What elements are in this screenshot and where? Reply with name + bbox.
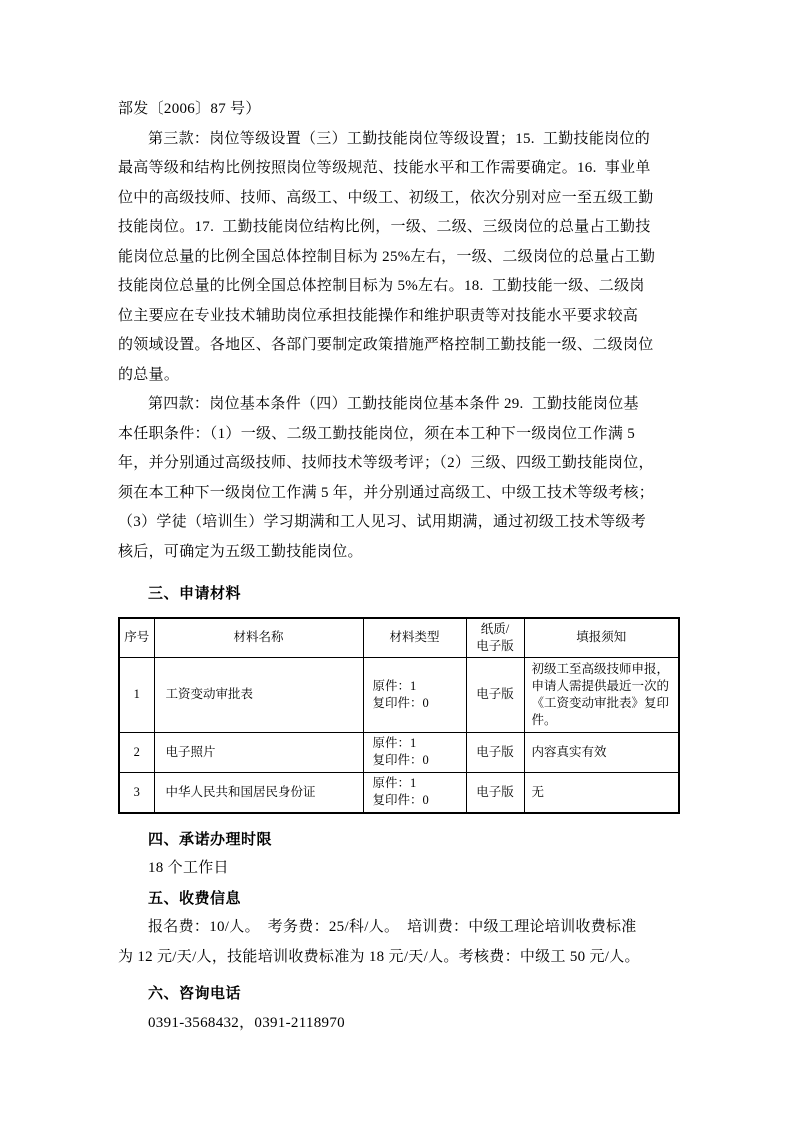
fees-paragraph: 报名费：10/人。 考务费：25/科/人。 培训费：中级工理论培训收费标准 为 12 元/天/人，技能培训收费标准为 18 元/天/人。考核费：中级工 50 元/人。 [118, 919, 640, 965]
header-name: 材料名称 [154, 618, 363, 658]
table-row [119, 732, 679, 772]
cell-no: 2 [119, 732, 154, 772]
section-heading-phone: 六、咨询电话 [148, 985, 242, 1002]
cell-format: 电子版 [466, 772, 524, 813]
cell-format: 电子版 [466, 657, 524, 732]
phone-numbers: 0391-3568432，0391-2118970 [148, 1014, 345, 1031]
paragraph-clause-three: 第三款：岗位等级设置（三）工勤技能岗位等级设置；15. 工勤技能岗位的 最高等级和结构比例按照岗位等级规范、技能水平和工作需要确定。16. 事业单 位中的高级技师、技师、高级工、中级工、初级工，依次分别对应一至五级工勤 技能岗位。17. 工勤技能岗位结构比例，一级、二级、三级岗位的总量占工勤技 能岗位总量的比例全国总体控制目标为 25%左右，一级、二级岗位的总量占工勤 技能岗位总量的比例全国总体控制目标为 5%左右。18. 工勤技能一级、二级岗 位主要应在专业技术辅助岗位承担技能操作和维护职责等对技能水平要求较高 的领域设置。各地区、各部门要制定政策措施严格控制工勤技能一级、二级岗位 的总量。 [118, 130, 656, 383]
cell-type [363, 732, 466, 772]
materials-table [118, 617, 680, 814]
time-limit-text: 18 个工作日 [148, 860, 229, 876]
section-heading-fees: 五、收费信息 [148, 889, 242, 907]
section-heading-materials: 三、申请材料 [148, 585, 242, 602]
cell-type-copy: 复印件：0 [372, 753, 429, 767]
cell-no: 3 [119, 772, 154, 813]
header-format [466, 618, 524, 658]
cell-note: 内容真实有效 [524, 732, 679, 772]
cell-note: 初级工至高级技师申报，申请人需提供最近一次的《工资变动审批表》复印件。 [524, 657, 679, 732]
cell-type-original: 原件：1 [372, 678, 417, 693]
cell-type-original: 原件：1 [372, 776, 417, 790]
cell-type-original: 原件：1 [372, 736, 417, 750]
cell-type [363, 772, 466, 813]
materials-table-body [119, 657, 679, 813]
opening-line: 部发〔2006〕87 号） [118, 101, 261, 117]
header-format-line1: 纸质/ [480, 621, 510, 636]
cell-name: 工资变动审批表 [154, 657, 363, 732]
cell-format: 电子版 [466, 732, 524, 772]
cell-type-copy: 复印件：0 [372, 793, 429, 807]
header-no: 序号 [119, 618, 154, 658]
header-type: 材料类型 [363, 618, 466, 658]
section-heading-time-limit: 四、承诺办理时限 [148, 830, 273, 848]
header-note: 填报须知 [524, 618, 679, 658]
table-row [119, 772, 679, 813]
materials-table-header [119, 618, 679, 658]
cell-note: 无 [524, 772, 679, 813]
cell-type-copy: 复印件：0 [372, 695, 429, 710]
cell-name: 电子照片 [154, 732, 363, 772]
paragraph-clause-four: 第四款：岗位基本条件（四）工勤技能岗位基本条件 29. 工勤技能岗位基 本任职条件：（1）一级、二级工勤技能岗位，须在本工种下一级岗位工作满 5 年，并分别通过高级技师、技师技术等级考评；（2）三级、四级工勤技能岗位， 须在本工种下一级岗位工作满 5 年，并分别通过高级工、中级工技术等级考核； （3）学徒（培训生）学习期满和工人见习、试用期满，通过初级工技术等级考 核后，可确定为五级工勤技能岗位。 [118, 396, 655, 560]
header-format-line2: 电子版 [476, 638, 514, 653]
table-row [119, 657, 679, 732]
cell-name: 中华人民共和国居民身份证 [154, 772, 363, 813]
cell-type [363, 657, 466, 732]
cell-no: 1 [119, 657, 154, 732]
